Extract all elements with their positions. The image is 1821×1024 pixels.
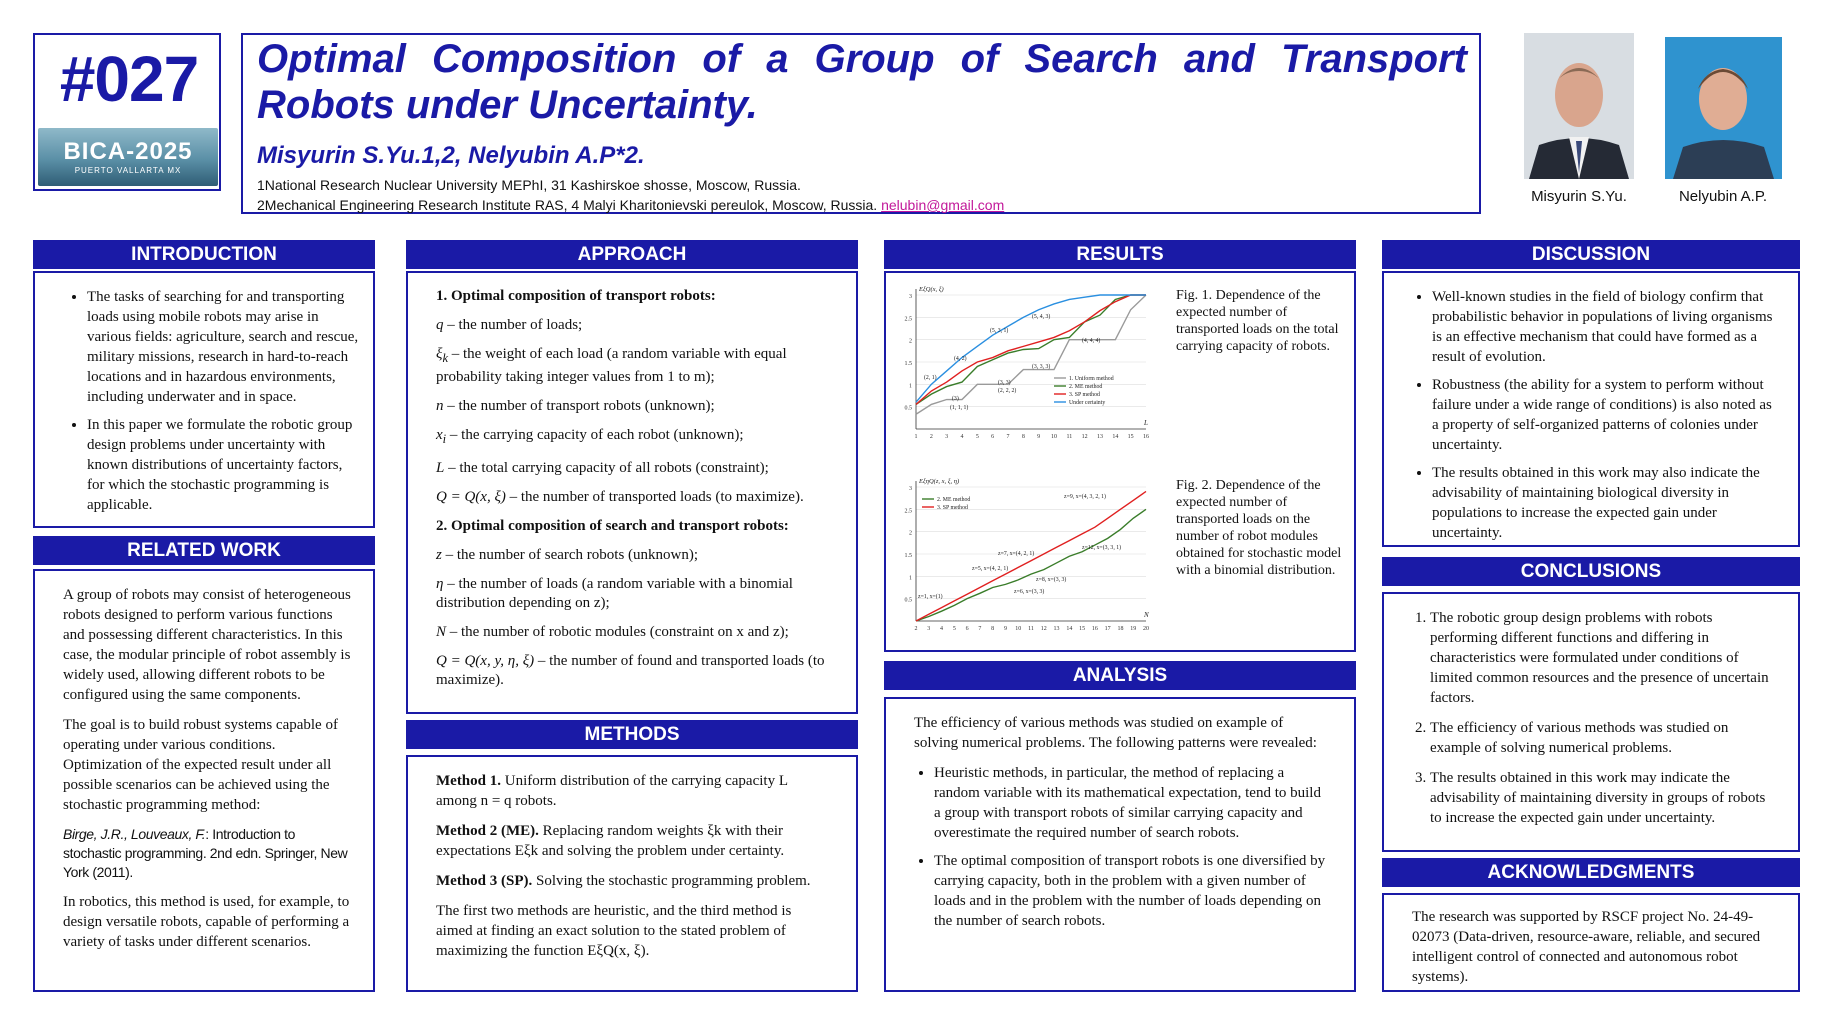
author-photo-1 [1524, 33, 1634, 179]
email-link[interactable]: nelubin@gmail.com [881, 197, 1005, 213]
x-tick-label: 17 [1104, 626, 1111, 632]
annotation-label: (5, 4, 3) [1032, 314, 1051, 320]
related-work-header: RELATED WORK [33, 536, 375, 565]
x-tick-label: 7 [1006, 434, 1010, 440]
approach-item: n – the number of transport robots (unknown); [436, 398, 715, 414]
x-tick-label: 10 [1015, 626, 1022, 632]
x-tick-label: 4 [940, 626, 944, 632]
y-tick-label: 2.5 [904, 316, 912, 323]
author-photo-2-caption: Nelyubin A.P. [1678, 188, 1768, 205]
analysis-box [884, 697, 1356, 992]
conclusions-header: CONCLUSIONS [1382, 557, 1800, 586]
approach-item: q – the number of loads; [436, 317, 583, 333]
reference-authors: Birge, J.R., Louveaux, F. [63, 826, 206, 842]
legend-label: Under certainty [1069, 400, 1106, 406]
approach-item: η – the number of loads (a random variable with a binomial distribution depending on z); [436, 576, 793, 611]
legend-label: 3. SP method [1069, 392, 1100, 398]
x-tick-label: 9 [1037, 434, 1041, 440]
x-tick-label: 13 [1053, 626, 1060, 632]
conclusion-item: 2. The efficiency of various methods was studied on example of solving numerical problems. [1430, 718, 1774, 758]
series-line [916, 295, 1146, 404]
acknowledgments-text: The research was supported by RSCF project No. 24-49-02073 (Data-driven, resource-aware, reliable, and secured intelligent control of connected and autonomous robot systems). [1412, 909, 1761, 985]
x-tick-label: 12 [1040, 626, 1047, 632]
x-tick-label: 5 [975, 434, 979, 440]
y-tick-label: 1.5 [904, 553, 912, 559]
introduction-box [33, 271, 375, 528]
x-tick-label: 12 [1081, 434, 1088, 440]
x-tick-label: 18 [1117, 626, 1124, 632]
x-tick-label: 4 [960, 434, 964, 440]
annotation-label: (1, 1, 1) [950, 405, 969, 411]
fig2-chart [894, 473, 1154, 643]
related-work-box [33, 569, 375, 992]
x-tick-label: 15 [1079, 626, 1086, 632]
poster-number: #027 [59, 43, 199, 115]
introduction-list [49, 287, 359, 515]
y-tick-label: 2.5 [904, 508, 912, 515]
y-tick-label: 1.5 [904, 361, 912, 367]
y-axis-label: EξηQ(z, x, ξ, η) [919, 478, 960, 485]
annotation-label: (4, 2) [954, 356, 967, 362]
annotation-label: (2, 1) [924, 375, 937, 381]
approach-heading-1: 1. Optimal composition of transport robots: [436, 288, 716, 304]
approach-item: L – the total carrying capacity of all robots (constraint); [436, 460, 769, 476]
x-tick-label: 14 [1066, 626, 1073, 632]
author-photo-1-caption: Misyurin S.Yu. [1531, 188, 1627, 205]
related-work-paragraph: The goal is to build robust systems capable of operating under various conditions. Optimization of the expected result under all possible scenarios can be achieved using the stochastic programming method: [63, 717, 338, 813]
analysis-header: ANALYSIS [884, 661, 1356, 690]
logo-subtext: PUERTO VALLARTA MX [74, 166, 182, 175]
conclusion-item: 3. The results obtained in this work may indicate the advisability of maintaining diversity in groups of robots to increase the expected gain under uncertainty. [1430, 768, 1774, 828]
method-1: Method 1. Uniform distribution of the carrying capacity L among n = q robots. [436, 773, 788, 809]
x-tick-label: 13 [1097, 434, 1103, 440]
method-2: Method 2 (ME). Replacing random weights ξk with their expectations Eξk and solving the problem under certainty. [436, 823, 785, 859]
affiliation-2-text: 2Mechanical Engineering Research Institute RAS, 4 Malyi Kharitonievski pereulok, Moscow, Russia. [257, 197, 878, 213]
acknowledgments-box [1382, 893, 1800, 992]
legend-label: 1. Uniform method [1069, 376, 1114, 382]
annotation-label: (3) [952, 396, 959, 402]
y-tick-label: 0.5 [904, 597, 912, 604]
annotation-label: (2, 2, 2) [998, 388, 1017, 394]
y-tick-label: 1 [909, 575, 912, 582]
reference-rest: : Introduction to stochastic programming. 2nd edn. Springer, New York (2011). [63, 826, 348, 880]
approach-heading-2: 2. Optimal composition of search and transport robots: [436, 518, 789, 534]
author-photo-2 [1665, 37, 1782, 179]
x-tick-label: 2 [914, 626, 918, 632]
discussion-item: • The results obtained in this work may also indicate the advisability of maintaining biological diversity in populations to increase the expected gain under uncertainty. [1432, 463, 1774, 543]
x-axis-label: N [1144, 611, 1149, 619]
analysis-item: • Heuristic methods, in particular, the method of replacing a random variable with its mathematical expectation, tend to build a group with transport robots of similar carrying capacity and overestimate the required number of search robots. [934, 763, 1326, 843]
x-tick-label: 3 [945, 434, 949, 440]
x-tick-label: 1 [914, 434, 918, 440]
legend-label: 2. ME method [937, 497, 971, 503]
y-tick-label: 3 [909, 486, 912, 492]
y-tick-label: 1 [909, 383, 912, 390]
annotation-label: (3, 3) [998, 380, 1011, 386]
approach-box [406, 271, 858, 714]
x-tick-label: 11 [1066, 434, 1073, 440]
analysis-intro: The efficiency of various methods was studied on example of solving numerical problems. The following patterns were revealed: [914, 715, 1317, 751]
x-tick-label: 10 [1051, 434, 1057, 440]
introduction-item: • In this paper we formulate the robotic group design problems under uncertainty with known distributions of uncertainty factors, for which the stochastic programming is applicable. [87, 415, 359, 515]
affiliation-2 [257, 196, 1004, 215]
x-axis-label: L [1144, 419, 1148, 427]
annotation-label: (4, 4, 4) [1082, 338, 1101, 344]
annotation-label: z=5, x=(4, 2, 1) [972, 566, 1009, 572]
method-3: Method 3 (SP). Solving the stochastic programming problem. [436, 873, 811, 889]
y-axis-label: EξQ(x, ξ) [919, 286, 944, 293]
annotation-label: z=12, x=(3, 3, 1) [1082, 545, 1122, 551]
y-tick-label: 2 [909, 530, 912, 537]
x-tick-label: 16 [1091, 626, 1098, 632]
y-tick-label: 0.5 [904, 405, 912, 412]
methods-box [406, 755, 858, 992]
analysis-list [914, 763, 1326, 931]
x-tick-label: 19 [1130, 626, 1137, 632]
introduction-header: INTRODUCTION [33, 240, 375, 269]
x-tick-label: 8 [991, 626, 995, 632]
poster-title: Optimal Composition of a Group of Search and Transport Robots under Uncertainty. [257, 37, 1467, 127]
conclusions-list [1412, 608, 1774, 828]
x-tick-label: 3 [927, 626, 931, 632]
x-tick-label: 7 [978, 626, 982, 632]
discussion-item: • Robustness (the ability for a system to perform without failure under a wide range of conditions) is also noted as a property of self-organized patterns of colonies under uncertainty. [1432, 375, 1774, 455]
approach-item: $x_i$ – the carrying capacity of each robot (unknown); [436, 427, 744, 446]
related-work-paragraph: A group of robots may consist of heterogeneous robots designed to perform various functions and possessing different characteristics. In this case, the modular principle of robot assembly is widely used, allowing different robots to be configured using the same components. [63, 587, 351, 703]
x-tick-label: 11 [1028, 626, 1034, 632]
x-tick-label: 15 [1127, 434, 1134, 440]
annotation-label: z=7, x=(4, 2, 1) [998, 551, 1035, 557]
annotation-label: z=6, x=(3, 3) [1014, 589, 1045, 595]
y-tick-label: 2 [909, 338, 912, 345]
x-tick-label: 14 [1112, 434, 1119, 440]
approach-item: N – the number of robotic modules (constraint on x and z); [436, 624, 789, 640]
approach-item: Q = Q(x, ξ) – the number of transported loads (to maximize). [436, 489, 804, 505]
results-box [884, 271, 1356, 652]
acknowledgments-header: ACKNOWLEDGMENTS [1382, 858, 1800, 887]
annotation-label: (3, 3, 3) [1032, 364, 1051, 370]
series-line [916, 509, 1146, 621]
x-tick-label: 9 [1003, 626, 1007, 632]
x-tick-label: 6 [991, 434, 995, 440]
reference [63, 825, 351, 882]
discussion-header: DISCUSSION [1382, 240, 1800, 269]
logo-text: BICA-2025 [63, 138, 193, 165]
conference-logo [38, 128, 218, 186]
authors [257, 142, 645, 170]
introduction-item: • The tasks of searching for and transporting loads using mobile robots may arise in various fields: agriculture, search and rescue, military missions, research in hard-to-reach locations and in hazardous environments, including underwater and in space. [87, 287, 359, 407]
approach-item: $\xi_k$ – the weight of each load (a random variable with equal probability taking integer values from 1 to m); [436, 346, 787, 385]
approach-item: z – the number of search robots (unknown); [436, 547, 699, 563]
authors-text: Misyurin S.Yu.1,2, Nelyubin A.P*2. [257, 142, 645, 169]
fig2-caption: Fig. 2. Dependence of the expected number of transported loads on the number of robot modules obtained for stochastic model with a binomial distribution. [1176, 478, 1342, 578]
fig1-chart [894, 281, 1154, 451]
y-tick-label: 3 [909, 294, 912, 300]
discussion-box [1382, 271, 1800, 547]
conclusion-item: 1. The robotic group design problems with robots performing different functions and differing in characteristics were formulated under conditions of limited common resources and the presence of uncertain factors. [1430, 608, 1774, 708]
x-tick-label: 6 [965, 626, 969, 632]
x-tick-label: 16 [1143, 434, 1149, 440]
approach-header: APPROACH [406, 240, 858, 269]
x-tick-label: 5 [952, 626, 956, 632]
methods-paragraph: The first two methods are heuristic, and the third method is aimed at finding an exact solution to the stated problem of maximizing the function EξQ(x, ξ). [436, 903, 792, 959]
fig1-caption: Fig. 1. Dependence of the expected number of transported loads on the total carrying capacity of robots. [1176, 288, 1339, 354]
annotation-label: z=8, x=(3, 3) [1036, 577, 1067, 583]
related-work-paragraph: In robotics, this method is used, for example, to design versatile robots, capable of performing a variety of tasks under different scenarios. [63, 894, 350, 950]
x-tick-label: 2 [929, 434, 933, 440]
methods-header: METHODS [406, 720, 858, 749]
annotation-label: z=9, x=(4, 3, 2, 1) [1064, 494, 1106, 500]
results-header: RESULTS [884, 240, 1356, 269]
analysis-item: • The optimal composition of transport robots is one diversified by carrying capacity, both in the problem with a given number of loads and in the problem with the number of loads depending on the number of search robots. [934, 851, 1326, 931]
approach-item: Q = Q(x, y, η, ξ) – the number of found and transported loads (to maximize). [436, 653, 825, 688]
annotation-label: z=1, x=(1) [918, 594, 943, 600]
annotation-label: (5, 3, 1) [990, 328, 1009, 334]
x-tick-label: 8 [1021, 434, 1025, 440]
discussion-item: • Well-known studies in the field of biology confirm that probabilistic behavior in populations of living organisms is an effective mechanism that could have formed as a result of evolution. [1432, 287, 1774, 367]
legend-label: 2. ME method [1069, 384, 1103, 390]
legend-label: 3. SP method [937, 505, 968, 511]
affiliation-1: 1National Research Nuclear University MEPhI, 31 Kashirskoe shosse, Moscow, Russia. [257, 177, 801, 193]
conclusions-box [1382, 592, 1800, 852]
x-tick-label: 20 [1143, 626, 1149, 632]
discussion-list [1412, 287, 1774, 543]
